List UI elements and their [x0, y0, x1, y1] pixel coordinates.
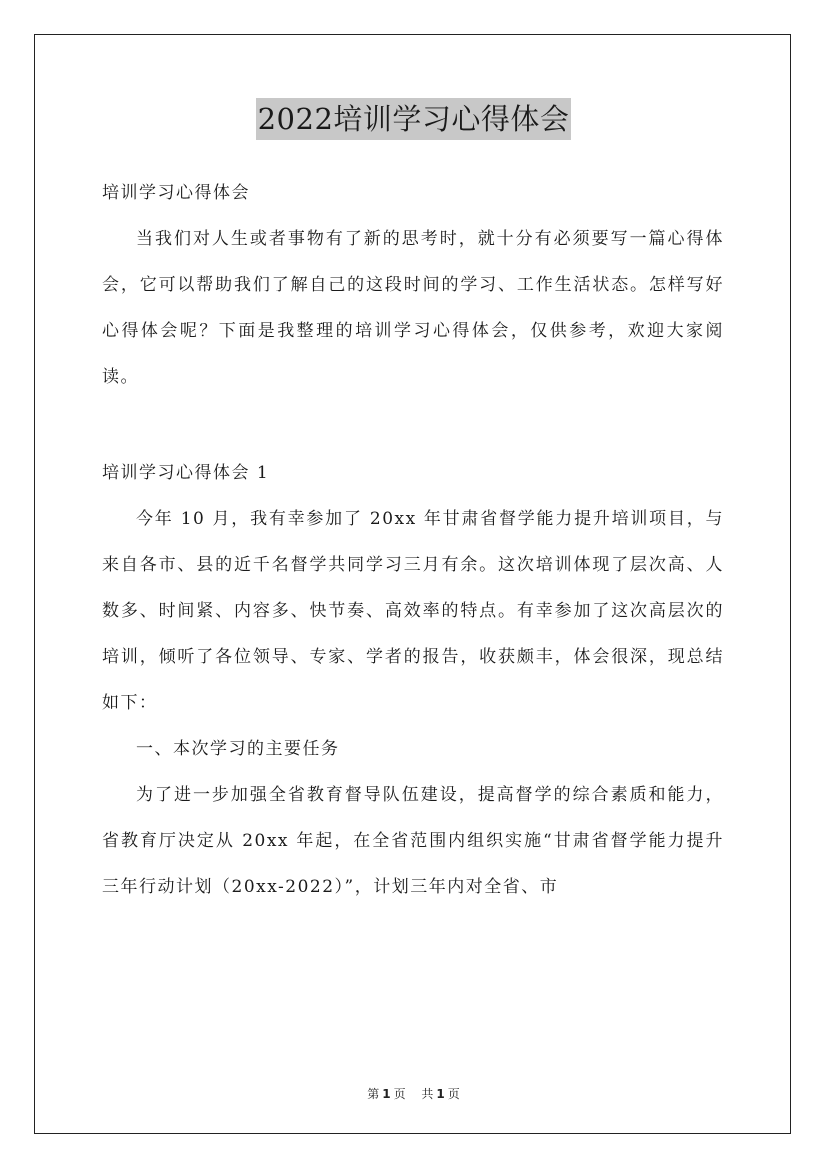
intro-paragraph: 当我们对人生或者事物有了新的思考时，就十分有必须要写一篇心得体会，它可以帮助我们了解自己的这段时间的学习、工作生活状态。怎样写好心得体会呢？下面是我整理的培训学习心得体会，仅供参考，欢迎大家阅读。 [102, 229, 724, 387]
page-number: 第 1 页 [367, 1087, 406, 1101]
sub-heading: 一、本次学习的主要任务 [136, 739, 340, 759]
section-paragraph-2: 为了进一步加强全省教育督导队伍建设，提高督学的综合素质和能力，省教育厅决定从 20xx 年起，在全省范围内组织实施“甘肃省督学能力提升三年行动计划（20xx-2022）”，计划三年内对全省、市 [102, 785, 724, 897]
document-title: 2022培训学习心得体会 [256, 98, 572, 140]
page-total: 共 1 页 [421, 1087, 460, 1101]
document-body [102, 170, 724, 910]
title-container [0, 98, 827, 140]
page-footer [0, 1085, 827, 1102]
section-paragraph: 今年 10 月，我有幸参加了 20xx 年甘肃省督学能力提升培训项目，与来自各市、县的近千名督学共同学习三月有余。这次培训体现了层次高、人数多、时间紧、内容多、快节奏、高效率的特点。有幸参加了这次高层次的培训，倾听了各位领导、专家、学者的报告，收获颇丰，体会很深，现总结如下： [102, 509, 724, 713]
paragraph-gap [102, 400, 724, 450]
document-subtitle: 培训学习心得体会 [102, 183, 250, 203]
section-heading: 培训学习心得体会 1 [102, 463, 270, 483]
